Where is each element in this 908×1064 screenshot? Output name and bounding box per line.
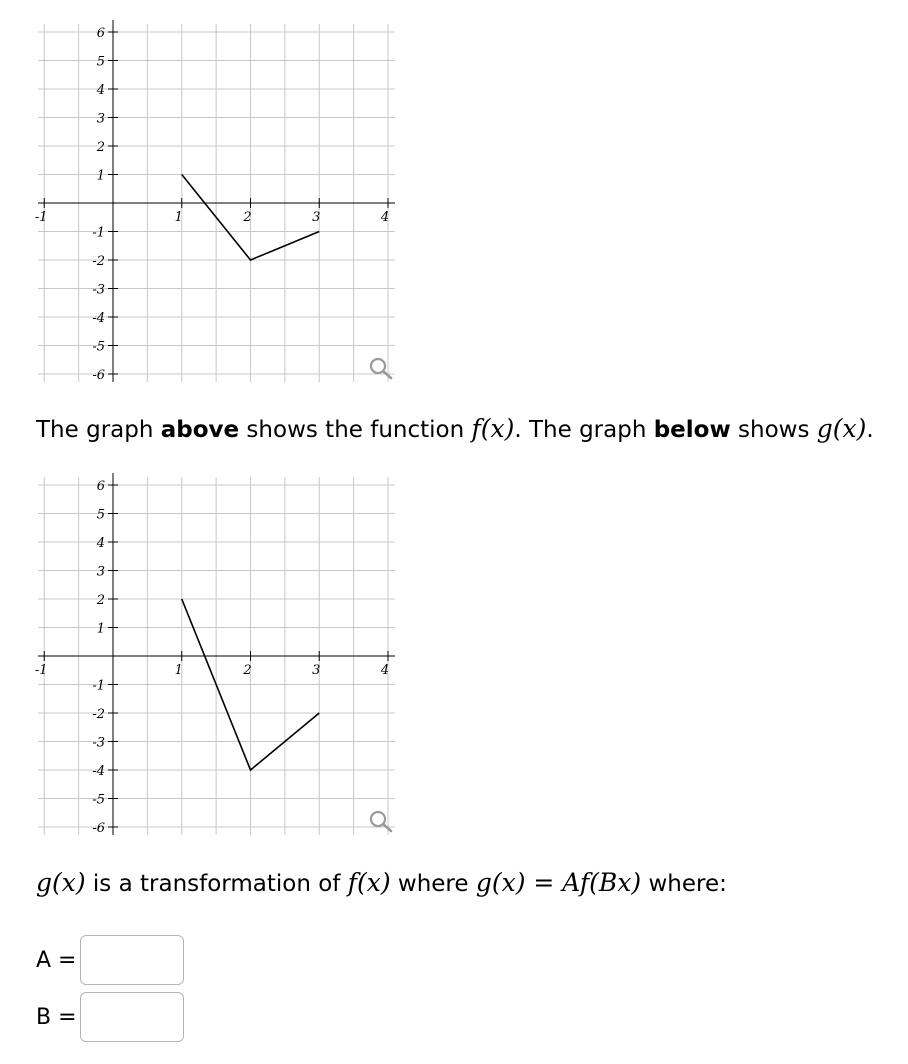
y-tick-label: -3 bbox=[92, 735, 105, 751]
y-tick-label: 2 bbox=[96, 140, 105, 155]
x-tick-label: 3 bbox=[312, 210, 321, 225]
x-tick-label: -1 bbox=[34, 210, 48, 225]
y-tick-label: -6 bbox=[92, 368, 105, 383]
question-part: where: bbox=[641, 871, 727, 897]
caption-bold-above: above bbox=[160, 417, 240, 443]
math-f-of-x: f(x) bbox=[471, 414, 515, 443]
graph-g-plot bbox=[0, 453, 420, 853]
y-tick-label: -4 bbox=[92, 764, 105, 779]
answer-row-a bbox=[36, 934, 184, 986]
graph-g bbox=[0, 453, 420, 853]
caption-bold-below: below bbox=[653, 417, 731, 443]
y-tick-label: -5 bbox=[92, 339, 105, 355]
y-tick-label: 6 bbox=[96, 479, 105, 494]
graph-f-plot bbox=[0, 0, 420, 400]
y-tick-label: -5 bbox=[92, 792, 105, 808]
x-tick-label: 1 bbox=[174, 663, 183, 678]
y-tick-label: 3 bbox=[96, 564, 105, 580]
caption-part: shows bbox=[730, 417, 817, 443]
x-tick-label: -1 bbox=[34, 663, 48, 678]
y-tick-label: 4 bbox=[96, 536, 105, 551]
y-tick-label: 5 bbox=[96, 54, 105, 70]
x-tick-label: 2 bbox=[243, 210, 252, 225]
label-a: A = bbox=[36, 947, 77, 973]
y-tick-label: 1 bbox=[96, 168, 105, 184]
y-tick-label: 4 bbox=[96, 83, 105, 98]
y-tick-label: 6 bbox=[96, 26, 105, 41]
y-tick-label: -3 bbox=[92, 282, 105, 298]
y-tick-label: 2 bbox=[96, 593, 105, 608]
math-f-of-x: f(x) bbox=[347, 868, 391, 897]
y-tick-label: -1 bbox=[92, 678, 105, 694]
answer-row-b bbox=[36, 991, 184, 1043]
y-tick-label: -6 bbox=[92, 821, 105, 836]
caption-part: . bbox=[866, 417, 874, 443]
question-part: where bbox=[390, 871, 476, 897]
y-tick-label: 3 bbox=[96, 111, 105, 127]
math-g-of-x: g(x) bbox=[816, 414, 867, 443]
graph-f bbox=[0, 0, 420, 400]
question-part: is a transformation of bbox=[85, 871, 348, 897]
question-text bbox=[36, 868, 727, 899]
caption-part: shows the function bbox=[239, 417, 472, 443]
x-tick-label: 2 bbox=[243, 663, 252, 678]
y-tick-label: -2 bbox=[92, 707, 105, 722]
x-tick-label: 4 bbox=[380, 663, 390, 678]
math-transformation-equation: g(x) = Af(Bx) bbox=[475, 868, 642, 897]
caption-text bbox=[36, 414, 874, 445]
input-a[interactable] bbox=[80, 935, 184, 985]
caption-part: The graph bbox=[36, 417, 161, 443]
y-tick-label: -4 bbox=[92, 311, 105, 326]
y-tick-label: -2 bbox=[92, 254, 105, 269]
x-tick-label: 1 bbox=[174, 210, 183, 225]
y-tick-label: -1 bbox=[92, 225, 105, 241]
label-b: B = bbox=[36, 1004, 77, 1030]
x-tick-label: 4 bbox=[380, 210, 390, 225]
y-tick-label: 1 bbox=[96, 621, 105, 637]
input-b[interactable] bbox=[80, 992, 184, 1042]
x-tick-label: 3 bbox=[312, 663, 321, 678]
caption-part: . The graph bbox=[514, 417, 654, 443]
y-tick-label: 5 bbox=[96, 507, 105, 523]
math-g-of-x: g(x) bbox=[36, 868, 86, 897]
